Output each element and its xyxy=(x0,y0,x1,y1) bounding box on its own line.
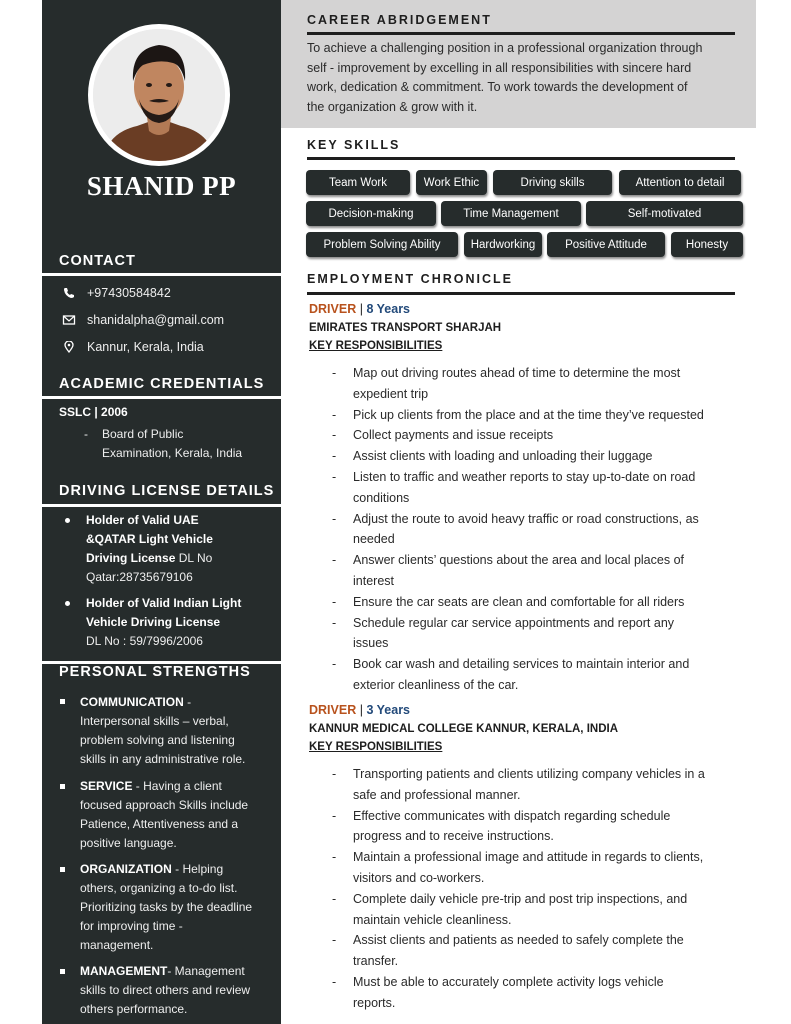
skill-badge: Attention to detail xyxy=(619,170,741,195)
line: - Listen to traffic and weather reports to stay up-to-date on road xyxy=(353,469,696,484)
line: - Schedule regular car service appointments and report any xyxy=(353,615,675,630)
strength-3-line-3: for improving time - xyxy=(80,919,183,933)
job-2-responsibilities xyxy=(332,764,737,1014)
line: - Effective communicates with dispatch regarding schedule xyxy=(353,808,671,823)
strength-2-line-3: positive language. xyxy=(80,836,177,850)
job-1-role: DRIVER xyxy=(309,302,357,316)
strength-2-line-1: focused approach Skills include xyxy=(80,798,249,812)
strength-bullet xyxy=(60,969,65,974)
email-address: shanidalpha@gmail.com xyxy=(87,313,225,327)
license-1-line-3 xyxy=(86,549,212,569)
academic-detail-1: Board of Public xyxy=(102,427,184,441)
candidate-name: SHANID PP xyxy=(86,171,237,201)
license-2-line-1: Holder of Valid Indian Light xyxy=(86,596,242,610)
line: - Assist clients with loading and unloading their luggage xyxy=(353,449,653,464)
line: safe and professional manner. xyxy=(353,787,521,802)
strength-3-line-4: management. xyxy=(80,938,154,952)
skill-badge: Self-motivated xyxy=(586,201,743,226)
career-summary xyxy=(307,39,735,117)
strength-2-title: SERVICE xyxy=(80,779,133,793)
contact-heading: CONTACT xyxy=(59,253,136,269)
strength-4-title-line xyxy=(80,962,245,982)
line: - Adjust the route to avoid heavy traffic or road constructions, as xyxy=(353,511,699,526)
career-line-2: self - improvement by excelling in all responsibilities with sincere hard xyxy=(307,60,692,75)
strength-1-line-1: Interpersonal skills – verbal, xyxy=(80,714,229,728)
list-item xyxy=(332,764,737,806)
job-1-responsibilities-label: KEY RESPONSIBILITIES xyxy=(309,340,443,352)
career-line-3: work, dedication & commitment. To work towards the development of xyxy=(307,80,688,94)
job-2-title xyxy=(309,703,410,717)
license-1-line-2: &QATAR Light Vehicle xyxy=(86,532,213,546)
academic-title: SSLC | 2006 xyxy=(59,405,128,419)
academic-dash: - xyxy=(84,427,88,441)
academic-heading: ACADEMIC CREDENTIALS xyxy=(59,376,265,392)
skill-badge: Honesty xyxy=(671,232,743,257)
strength-1-title-line xyxy=(80,693,191,713)
line: - Transporting patients and clients utilizing company vehicles in a xyxy=(353,767,705,781)
skill-badge: Work Ethic xyxy=(416,170,487,195)
job-2-responsibilities-label: KEY RESPONSIBILITIES xyxy=(309,741,443,753)
strength-4-title: MANAGEMENT xyxy=(80,964,168,978)
list-item xyxy=(332,613,737,655)
strength-4-suffix: - Management xyxy=(167,964,245,978)
list-item xyxy=(332,363,737,405)
job-1-years: 8 Years xyxy=(366,302,411,316)
license-2-number: DL No : 59/7996/2006 xyxy=(86,634,203,648)
profile-photo xyxy=(93,29,225,161)
license-heading: DRIVING LICENSE DETAILS xyxy=(59,483,275,499)
list-item xyxy=(332,847,737,889)
skills-divider xyxy=(307,157,735,160)
contact-phone[interactable] xyxy=(62,286,171,300)
line: interest xyxy=(353,573,394,588)
license-bullet xyxy=(65,601,70,606)
license-1-bold-3: Driving License xyxy=(86,551,176,565)
career-divider xyxy=(307,32,735,35)
line: - Must be able to accurately complete activity logs vehicle xyxy=(353,974,664,989)
strength-1-suffix: - xyxy=(183,695,192,709)
strengths-heading: PERSONAL STRENGTHS xyxy=(59,664,251,680)
employment-heading: EMPLOYMENT CHRONICLE xyxy=(307,272,513,286)
line: progress and to receive instructions. xyxy=(353,829,554,844)
skill-badge: Driving skills xyxy=(493,170,612,195)
strength-2-line-2: Patience, Attentiveness and a xyxy=(80,817,239,831)
academic-detail-2: Examination, Kerala, India xyxy=(102,446,243,460)
skill-badge: Decision-making xyxy=(306,201,436,226)
email-icon xyxy=(62,314,76,326)
line: exterior cleanliness of the car. xyxy=(353,677,519,692)
job-1-responsibilities xyxy=(332,363,737,696)
line: conditions xyxy=(353,490,410,505)
line: - Book car wash and detailing services to maintain interior and xyxy=(353,657,690,672)
line: - Pick up clients from the place and at the time they’ve requested xyxy=(353,407,704,422)
strength-3-line-1: others, organizing a to-do list. xyxy=(80,881,238,895)
line: - Map out driving routes ahead of time to determine the most xyxy=(353,366,681,380)
license-1-dlno: DL No xyxy=(178,551,213,565)
skill-badge: Time Management xyxy=(441,201,581,226)
job-1-company: EMIRATES TRANSPORT SHARJAH xyxy=(309,322,502,334)
strength-4-line-2: others performance. xyxy=(80,1002,188,1016)
list-item xyxy=(332,930,737,972)
career-line-4: the organization & grow with it. xyxy=(307,99,478,114)
line: maintain vehicle cleanliness. xyxy=(353,912,512,927)
career-line-1: To achieve a challenging position in a professional organization through xyxy=(307,41,703,55)
strength-3-line-2: Prioritizing tasks by the deadline xyxy=(80,900,253,914)
location-text: Kannur, Kerala, India xyxy=(87,340,204,354)
contact-location xyxy=(62,340,204,354)
line: - Maintain a professional image and attitude in regards to clients, xyxy=(353,850,704,865)
employment-divider xyxy=(307,292,735,295)
line: expedient trip xyxy=(353,386,429,401)
strength-2-title-line xyxy=(80,777,222,797)
line: - Answer clients’ questions about the area and local places of xyxy=(353,553,684,568)
license-2-line-2: Vehicle Driving License xyxy=(86,615,221,629)
list-item xyxy=(332,550,737,592)
line: reports. xyxy=(353,995,396,1010)
job-1-title xyxy=(309,302,410,316)
list-item xyxy=(332,446,737,467)
license-1-line-1: Holder of Valid UAE xyxy=(86,513,199,527)
person-portrait-icon xyxy=(93,29,225,161)
strength-bullet xyxy=(60,784,65,789)
skills-heading: KEY SKILLS xyxy=(307,138,401,152)
skill-badge: Team Work xyxy=(306,170,410,195)
strength-1-title: COMMUNICATION xyxy=(80,695,184,709)
list-item xyxy=(332,972,737,1014)
license-bullet xyxy=(65,518,70,523)
strength-1-line-2: problem solving and listening xyxy=(80,733,235,747)
license-divider xyxy=(42,504,281,507)
skill-badge: Problem Solving Ability xyxy=(306,232,458,257)
job-2-sep: | xyxy=(356,703,367,717)
line: transfer. xyxy=(353,954,399,969)
skill-badge: Hardworking xyxy=(464,232,542,257)
phone-icon xyxy=(62,287,76,299)
location-pin-icon xyxy=(62,341,76,353)
phone-number: +97430584842 xyxy=(87,286,171,300)
sidebar xyxy=(42,0,281,1024)
list-item xyxy=(332,509,737,551)
list-item xyxy=(332,405,737,426)
line: visitors and co-workers. xyxy=(353,870,485,885)
strength-3-suffix: - Helping xyxy=(171,862,224,876)
profile-photo-frame xyxy=(88,24,230,166)
list-item xyxy=(332,889,737,931)
list-item xyxy=(332,654,737,696)
strength-bullet xyxy=(60,699,65,704)
academic-divider xyxy=(42,396,281,399)
line: needed xyxy=(353,532,395,547)
line: - Complete daily vehicle pre-trip and post trip inspections, and xyxy=(353,891,688,906)
job-2-role: DRIVER xyxy=(309,703,357,717)
skill-badge: Positive Attitude xyxy=(547,232,665,257)
list-item xyxy=(332,592,737,613)
career-heading: CAREER ABRIDGEMENT xyxy=(307,13,492,27)
strength-bullet xyxy=(60,867,65,872)
line: - Assist clients and patients as needed to safely complete the xyxy=(353,933,684,948)
contact-email[interactable] xyxy=(62,313,224,327)
contact-divider xyxy=(42,273,281,276)
job-1-sep: | xyxy=(356,302,367,316)
strength-1-line-3: skills in any administrative role. xyxy=(80,752,246,766)
line: issues xyxy=(353,636,389,651)
list-item xyxy=(332,425,737,446)
job-2-company: KANNUR MEDICAL COLLEGE KANNUR, KERALA, INDIA xyxy=(309,723,619,735)
strength-4-line-1: skills to direct others and review xyxy=(80,983,251,997)
list-item xyxy=(332,806,737,848)
strength-3-title-line xyxy=(80,860,223,880)
strength-3-title: ORGANIZATION xyxy=(80,862,172,876)
list-item xyxy=(332,467,737,509)
strength-2-suffix: - Having a client xyxy=(132,779,222,793)
job-2-years: 3 Years xyxy=(366,703,411,717)
license-1-number: Qatar:28735679106 xyxy=(86,570,193,584)
line: - Ensure the car seats are clean and comfortable for all riders xyxy=(353,594,685,609)
line: - Collect payments and issue receipts xyxy=(353,428,554,443)
